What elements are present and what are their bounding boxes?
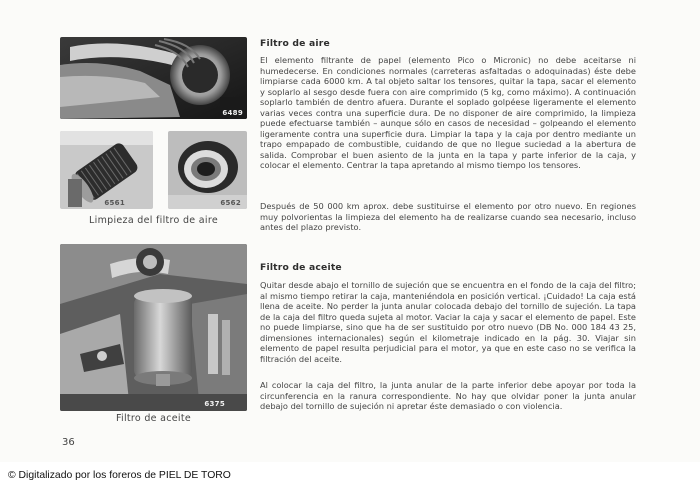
figure-id-bottom: 6375 [204,400,225,408]
filter-element-illustration [60,131,153,209]
figure-id-mid-right: 6562 [220,199,241,207]
caption-oil-filter: Filtro de aceite [115,413,192,424]
filter-element-photo [60,131,153,209]
oil-filter-photo [60,244,247,411]
oil-filter-illustration [60,244,247,411]
page-number: 36 [62,437,75,448]
heading-oil-filter: Filtro de aceite [260,262,342,273]
filter-housing-illustration [168,131,247,209]
filter-housing-photo [168,131,247,209]
paragraph-oil-filter-refit: Al colocar la caja del filtro, la junta anular de la parte inferior debe apoyar por toda la circunferencia en la ranura correspondiente. No hay que olvidar poner la junta anular debajo del tornillo de sujeción ni apretar éste demasiado o con violencia. [260,380,636,412]
paragraph-air-filter-cleaning: El elemento filtrante de papel (elemento Pico o Micronic) no debe aceitarse ni humedecerse. En condiciones normales (carreteras asfaltadas o adoquinadas) éste debe limpiarse cada 6000 km. A tal objeto saltar los tensores, quitar la tapa, sacar el elemento y soplarlo al sesgo desde fuera con aire comprimido (5 kg, como máximo). A continuación soplarlo también de dentro afuera. Durante el soplado golpéese ligeramente el elemento varias veces contra una superficie dura. De no disponer de aire comprimido, la limpieza puede efectuarse también – aunque sólo en casos de necesidad – golpeando el elemento ligeramente contra una superficie dura. Limpiar la tapa y la caja por dentro mediante un trapo empapado de combustible, cuidando de que no llegue suciedad a la abertura de salida. Comprobar el buen asiento de la junta en la tapa y parte inferior de la caja, y colocar el elemento. Centrar la tapa apretando al mismo tiempo los tensores. [260,55,636,171]
air-filter-illustration [60,37,247,119]
caption-air-filter-cleaning: Limpieza del filtro de aire [89,215,218,226]
copyright-footer: © Digitalizado por los foreros de PIEL DE TORO [8,470,231,481]
air-filter-photo [60,37,247,119]
paragraph-air-filter-replacement: Después de 50 000 km aprox. debe sustituirse el elemento por otro nuevo. En regiones muy polvorientas la limpieza del elemento ha de realizarse cuando sea necesario, incluso antes del plazo previsto. [260,201,636,233]
paragraph-oil-filter-removal: Quitar desde abajo el tornillo de sujeción que se encuentra en el fondo de la caja del filtro; al mismo tiempo retirar la caja, manteniéndola en posición vertical. ¡Cuidado! La caja está llena de aceite. No perder la junta anular colocada debajo del tornillo de sujeción. La tapa de la caja del filtro queda sujeta al motor. Vaciar la caja y sacar el elemento de papel. Este no puede limpiarse, sino que ha de ser sustituido por otro nuevo (DB No. 000 184 43 25, dimensiones internacionales) según el kilometraje indicado en la pág. 30. Viajar sin elemento de papel resulta perjudicial para el motor, ya que en este caso no se verifica la filtración del aceite. [260,280,636,364]
heading-air-filter: Filtro de aire [260,38,330,49]
figure-id-mid-left: 6561 [104,199,125,207]
figure-id-top: 6489 [222,109,243,117]
